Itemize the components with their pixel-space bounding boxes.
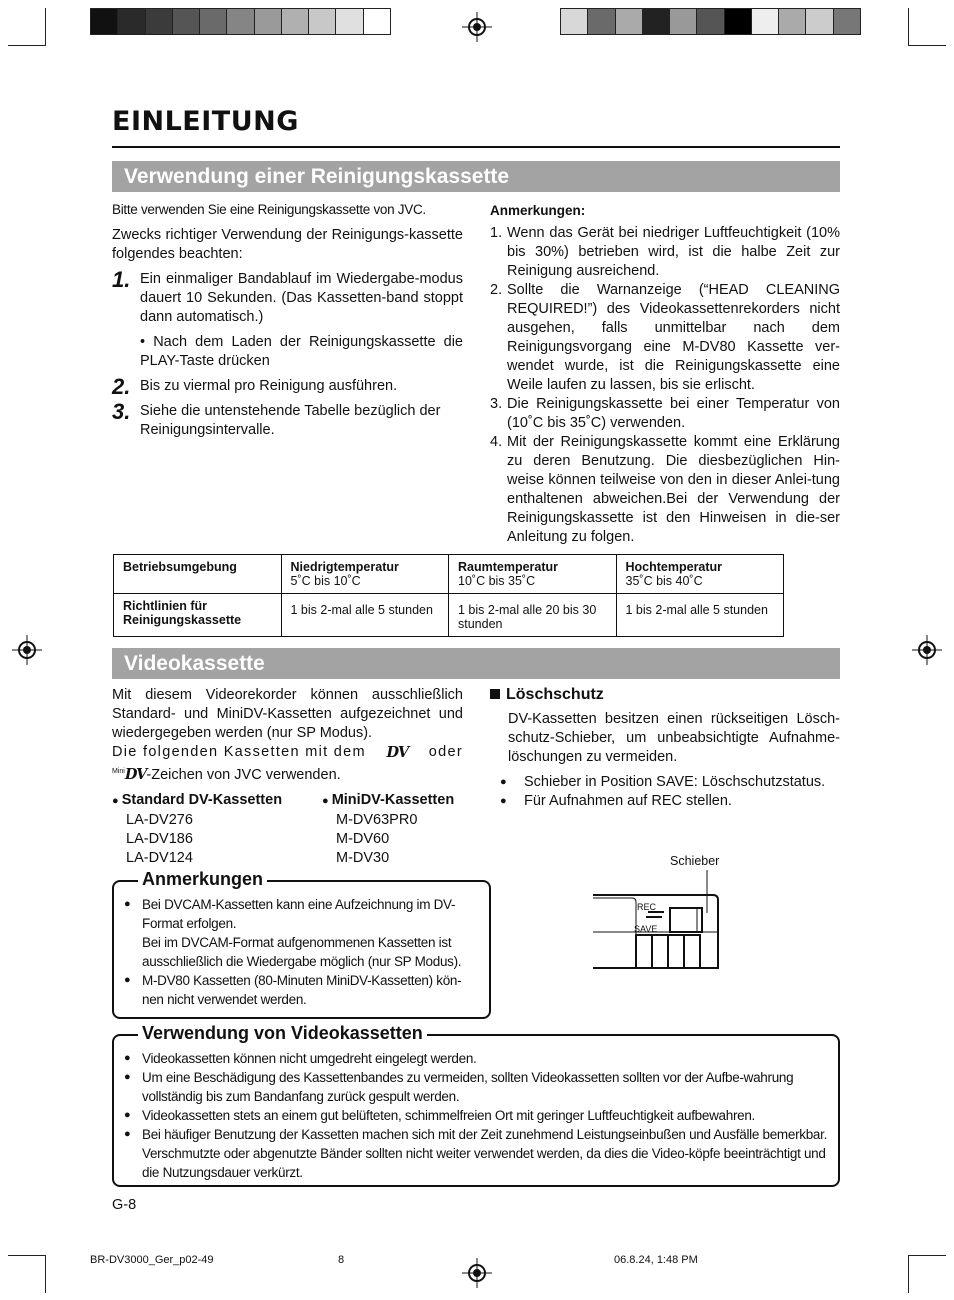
crop-mark	[908, 1255, 946, 1256]
registration-mark-icon	[912, 635, 942, 665]
step-number: 3.	[112, 399, 131, 424]
video-left-column: Mit diesem Videorekorder können ausschließlich Standard- und MiniDV-Kassetten aufgezeichnet und wiedergegeben werden (nur SP Modus). Die folgenden Kassetten mit dem DV oder $^{Mini}$DV-Zeichen von JVC verwenden. ● Standard DV-Kassetten LA-DV276 LA-DV186 LA-DV124 ● MiniDV-Kassetten M-DV63PR0 M-DV60 M-DV30	[112, 687, 463, 866]
dv-logo: DV	[386, 744, 409, 761]
page-title: EINLEITUNG	[112, 106, 299, 137]
step-subnote: • Nach dem Laden der Reinigungskassette die PLAY-Taste drücken	[140, 334, 463, 369]
standard-dv-list: ● Standard DV-Kassetten LA-DV276 LA-DV186 LA-DV124	[112, 791, 283, 866]
step-text: Siehe die untenstehende Tabelle bezüglich der Reinigungsintervalle.	[140, 403, 441, 438]
usage-box	[112, 1023, 840, 1187]
registration-mark-icon	[462, 1258, 492, 1288]
crop-mark	[8, 1255, 46, 1256]
note-item: 4. Mit der Reinigungskassette kommt eine Erklärung zu deren Benutzung. Die diesbezüglichen Hin-weise können teilweise von den in dieser Anlei-tung enthaltenen abweichen.Bei der Verwendung der Reinigungskassette ist den Hinweisen in die-ser Anleitung zu folgen.	[490, 434, 840, 545]
step-text: Ein einmaliger Bandablauf im Wiedergabe-modus dauert 10 Sekunden. (Das Kassetten-band stoppt dann automatisch.)	[140, 271, 463, 325]
note-item: 2. Sollte die Warnanzeige (“HEAD CLEANING REQUIRED!”) des Videokassettenrekorders nicht ausgehen, falls unmittelbar nach dem Reinigungsvorgang eine M-DV80 Kassette ver-wendet wurde, ist die Reinigungskassette eine Weile laufen zu lassen, bis sie erlischt.	[490, 282, 840, 393]
step-number: 2.	[112, 374, 131, 399]
list-item: ● Schieber in Position SAVE: Löschschutzstatus.	[490, 773, 840, 792]
video-intro: Mit diesem Videorekorder können ausschließlich Standard- und MiniDV-Kassetten aufgezeichnet und wiedergegeben werden (nur SP Modus).	[112, 687, 463, 741]
note-item: 3. Die Reinigungskassette bei einer Temperatur von (10˚C bis 35˚C) verwenden.	[490, 396, 840, 431]
crop-mark	[45, 8, 46, 46]
intro-text: Zwecks richtiger Verwendung der Reinigungs-kassette folgendes beachten:	[112, 227, 463, 262]
footer-date: 06.8.24, 1:48 PM	[614, 1254, 698, 1266]
registration-mark-icon	[462, 12, 492, 42]
footer-filename: BR-DV3000_Ger_p02-49	[90, 1254, 214, 1266]
loeschschutz-section: Löschschutz DV-Kassetten besitzen einen rückseitigen Lösch-schutz-Schieber, um unbeabsichtigte Aufnahme-löschungen zu vermeiden. ● Schieber in Position SAVE: Löschschutzstatus. ● Für Aufnahmen auf REC stellen.	[490, 685, 840, 811]
loeschschutz-heading: Löschschutz	[506, 686, 604, 703]
intro-text: Bitte verwenden Sie eine Reinigungskassette von JVC.	[112, 202, 426, 217]
color-bar-right	[560, 8, 861, 35]
crop-mark	[45, 1255, 46, 1293]
footer-sheet: 8	[338, 1254, 345, 1266]
cleaning-interval-table	[113, 554, 784, 637]
cleaning-left-column	[112, 200, 463, 446]
cleaning-notes	[490, 201, 840, 547]
minidv-list: ● MiniDV-Kassetten M-DV63PR0 M-DV60 M-DV30	[322, 791, 455, 866]
note-item: 1. Wenn das Gerät bei niedriger Luftfeuchtigkeit (10% bis 30%) betrieben wird, ist die halbe Zeit zur Reinigung ausreichend.	[490, 225, 840, 279]
crop-mark	[908, 1255, 909, 1293]
box-heading: Verwendung von Videokassetten	[138, 1024, 427, 1043]
step-text: Bis zu viermal pro Reinigung ausführen.	[140, 378, 398, 394]
box-heading: Anmerkungen	[138, 870, 267, 889]
page-number: G-8	[112, 1197, 137, 1213]
list-item: ● Videokassetten können nicht umgedreht eingelegt werden.	[114, 1049, 828, 1068]
step-number: 1.	[112, 267, 131, 292]
crop-mark	[8, 45, 46, 46]
table-row: Betriebsumgebung Niedrigtemperatur 5˚C bis 10˚C Raumtemperatur 10˚C bis 35˚C Hochtemperatur 35˚C bis 40˚C	[114, 555, 784, 594]
crop-mark	[908, 8, 909, 46]
section-heading-cleaning: Verwendung einer Reinigungskassette	[112, 161, 840, 192]
list-item: ● Bei häufiger Benutzung der Kassetten machen sich mit der Zeit zunehmend Leistungseinbußen und Ausfälle bemerkbar. Verschmutzte oder abgenutzte Bänder sollten nicht weiter verwendet werden, da dies die Video-köpfe beeinträchtigt und die Nutzungsdauer verkürzt.	[114, 1125, 828, 1182]
title-rule	[112, 146, 840, 148]
table-row: Richtlinien für Reinigungskassette 1 bis 2-mal alle 5 stunden 1 bis 2-mal alle 20 bis 30 stunden 1 bis 2-mal alle 5 stunden	[114, 594, 784, 637]
list-item: ● Um eine Beschädigung des Kassettenbandes zu vermeiden, sollten Videokassetten sollten vor der Aufbe-wahrung vollständig bis zum Bandanfang zurück gespult werden.	[114, 1068, 828, 1106]
crop-mark	[908, 45, 946, 46]
registration-mark-icon	[12, 635, 42, 665]
note-item: ● M-DV80 Kassetten (80-Minuten MiniDV-Kassetten) kön-nen nicht verwendet werden.	[114, 971, 481, 1009]
minidv-logo: Mini	[112, 768, 125, 775]
anmerkungen-box	[112, 869, 491, 1019]
note-item: Bei im DVCAM-Format aufgenommenen Kassetten ist ausschließlich die Wiedergabe möglich (nur SP Modus).	[142, 935, 462, 969]
section-heading-video: Videokassette	[112, 648, 840, 679]
color-bar-left	[90, 8, 391, 35]
note-item: ● Bei DVCAM-Kassetten kann eine Aufzeichnung im DV-Format erfolgen.	[114, 895, 481, 933]
notes-heading: Anmerkungen:	[490, 203, 586, 218]
list-item: ● Für Aufnahmen auf REC stellen.	[490, 792, 840, 811]
list-item: ● Videokassetten stets an einem gut belüfteten, schimmelfreien Ort mit geringer Luftfeuchtigkeit aufbewahren.	[114, 1106, 828, 1125]
write-protect-diagram: Schieber REC SAVE	[590, 852, 730, 972]
